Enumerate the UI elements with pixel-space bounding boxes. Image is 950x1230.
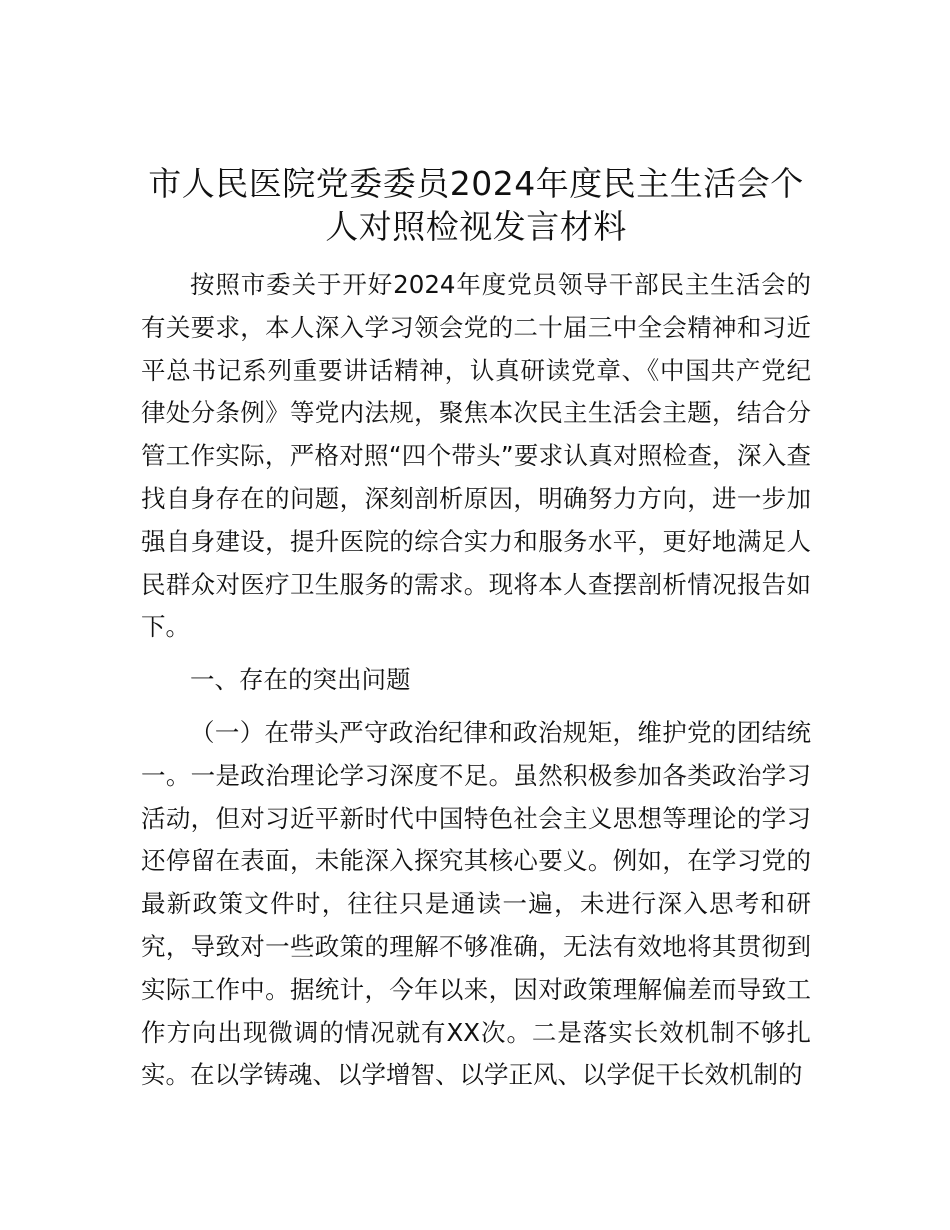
document-title-line-2: 人对照检视发言材料	[325, 207, 627, 246]
document-title	[141, 162, 811, 248]
document-page	[141, 162, 811, 1097]
subsection-paragraph: （一）在带头严守政治纪律和政治规矩，维护党的团结统一。一是政治理论学习深度不足。虽然积极参加各类政治学习活动，但对习近平新时代中国特色社会主义思想等理论的学习还停留在表面，未能深入探究其核心要义。例如，在学习党的最新政策文件时，往往只是通读一遍，未进行深入思考和研究，导致对一些政策的理解不够准确，无法有效地将其贯彻到实际工作中。据统计，今年以来，因对政策理解偏差而导致工作方向出现微调的情况就有XX次。二是落实长效机制不够扎实。在以学铸魂、以学增智、以学正风、以学促干长效机制的	[141, 717, 811, 1090]
document-title-line-1: 市人民医院党委委员2024年度民主生活会个	[148, 164, 804, 203]
section-heading: 一、存在的突出问题	[190, 665, 411, 695]
intro-paragraph: 按照市委关于开好2024年度党员领导干部民主生活会的有关要求，本人深入学习领会党的二十届三中全会精神和习近平总书记系列重要讲话精神，认真研读党章、《中国共产党纪律处分条例》等党内法规，聚焦本次民主生活会主题，结合分管工作实际，严格对照“四个带头”要求认真对照检查，深入查找自身存在的问题，深刻剖析原因，明确努力方向，进一步加强自身建设，提升医院的综合实力和服务水平，更好地满足人民群众对医疗卫生服务的需求。现将本人查摆剖析情况报告如下。	[141, 270, 811, 642]
